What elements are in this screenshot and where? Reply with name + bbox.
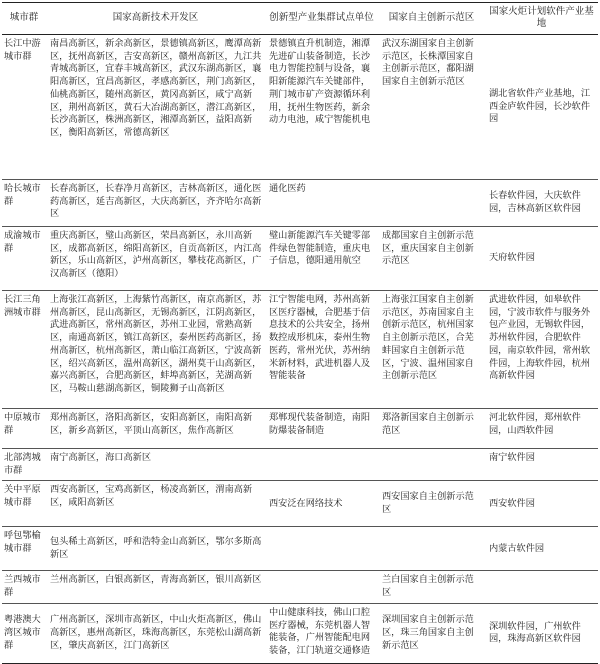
- table-row: [2, 409, 598, 449]
- industry-clusters-cell: [265, 527, 378, 571]
- software-bases-cell: 西安软件园: [485, 481, 598, 527]
- software-bases-cell: 湖北省软件产业基地，江西金庐软件园，长沙软件园: [485, 35, 598, 180]
- industry-clusters-cell: 西安泛在网络技术: [265, 481, 378, 527]
- table-row: [2, 227, 598, 291]
- hightech-zones-cell: 南宁高新区，海口高新区: [46, 449, 265, 481]
- table-row: [2, 603, 598, 663]
- table-header: [2, 3, 598, 35]
- industry-clusters-cell: 景德镇直升机制造，湘潭先进矿山装备制造，长沙电力智能控制与设备，襄阳新能源汽车关键部件，荆门城市矿产资源循环利用，抚州生物医药，新余动力电池，咸宁智能机电: [265, 35, 378, 180]
- industry-clusters-cell: [265, 571, 378, 603]
- table-row: [2, 449, 598, 481]
- header-demo-zones: 国家自主创新示范区: [378, 3, 485, 35]
- software-bases-cell: 武进软件园，如皋软件园，宁波市软件与服务外包产业园，无锡软件园，苏州软件园，合肥软件园，南京软件园，常州软件园，上海软件园，杭州高新软件园: [485, 291, 598, 409]
- header-industry-clusters: 创新型产业集群试点单位: [265, 3, 378, 35]
- industry-clusters-cell: 通化医药: [265, 180, 378, 227]
- hightech-zones-cell: 重庆高新区，璧山高新区，荣昌高新区，永川高新区，成都高新区，绵阳高新区，自贡高新区，内江高新区，乐山高新区，泸州高新区，攀枝花高新区，广汉高新区（德阳）: [46, 227, 265, 291]
- software-bases-cell: [485, 571, 598, 603]
- demo-zones-cell: 深圳国家自主创新示范区，珠三角国家自主创新示范区: [378, 603, 485, 663]
- demo-zones-cell: 西安国家自主创新示范区: [378, 481, 485, 527]
- industry-clusters-cell: 中山健康科技，佛山口腔医疗器械，东莞机器人智能装备，广州智能配电网装备，江门轨道交通修造: [265, 603, 378, 663]
- software-bases-cell: 河北软件园，郑州软件园，山西软件园: [485, 409, 598, 449]
- demo-zones-cell: 成都国家自主创新示范区，重庆国家自主创新示范区: [378, 227, 485, 291]
- city-cluster-cell: 粤港澳大湾区城市群: [2, 603, 46, 663]
- industry-clusters-cell: 璧山新能源汽车关键零部件绿色智能制造，重庆电子信息，德阳通用航空: [265, 227, 378, 291]
- hightech-zones-cell: 上海张江高新区，上海紫竹高新区，南京高新区，苏州高新区，昆山高新区，无锡高新区，江阴高新区，武进高新区，常州高新区，苏州工业园，常熟高新区，南通高新区，镇江高新区，泰州医药高新区，扬州高新区，杭州高新区，萧山临江高新区，宁波高新区，绍兴高新区，温州高新区，湖州莫干山高新区，嘉兴高新区，合肥高新区，蚌埠高新区，芜湖高新区，马鞍山慈湖高新区，铜陵狮子山高新区: [46, 291, 265, 409]
- hightech-zones-cell: 郑州高新区，洛阳高新区，安阳高新区，南阳高新区，新乡高新区，平顶山高新区，焦作高新区: [46, 409, 265, 449]
- industry-clusters-cell: [265, 449, 378, 481]
- demo-zones-cell: 郑洛新国家自主创新示范区: [378, 409, 485, 449]
- header-hightech-zones: 国家高新技术开发区: [46, 3, 265, 35]
- city-cluster-cell: 兰西城市群: [2, 571, 46, 603]
- demo-zones-cell: 武汉东湖国家自主创新示范区，长株潭国家自主创新示范区，鄱阳湖国家自主创新示范区: [378, 35, 485, 180]
- hightech-zones-cell: 包头稀土高新区，呼和浩特金山高新区，鄂尔多斯高新区: [46, 527, 265, 571]
- software-bases-cell: 深圳软件园，广州软件园，珠海高新区软件园: [485, 603, 598, 663]
- table-row: [2, 571, 598, 603]
- city-cluster-cell: 长江三角洲城市群: [2, 291, 46, 409]
- city-cluster-cell: 成渝城市群: [2, 227, 46, 291]
- hightech-zones-cell: 西安高新区，宝鸡高新区，杨凌高新区，渭南高新区，咸阳高新区: [46, 481, 265, 527]
- software-bases-cell: 南宁软件园: [485, 449, 598, 481]
- header-city-cluster: 城市群: [2, 3, 46, 35]
- hightech-zones-cell: 兰州高新区，白银高新区，青海高新区，银川高新区: [46, 571, 265, 603]
- software-bases-cell: 长春软件园，大庆软件园，吉林高新区软件园: [485, 180, 598, 227]
- city-cluster-cell: 关中平原城市群: [2, 481, 46, 527]
- innovation-zones-table: [2, 2, 598, 664]
- hightech-zones-cell: 长春高新区，长春净月高新区，吉林高新区，通化医药高新区，延吉高新区，大庆高新区，齐齐哈尔高新区: [46, 180, 265, 227]
- city-cluster-cell: 呼包鄂榆城市群: [2, 527, 46, 571]
- demo-zones-cell: [378, 527, 485, 571]
- table-row: [2, 527, 598, 571]
- demo-zones-cell: 兰白国家自主创新示范区: [378, 571, 485, 603]
- software-bases-cell: 天府软件园: [485, 227, 598, 291]
- hightech-zones-cell: 广州高新区，深圳市高新区，中山火炬高新区，佛山高新区，惠州高新区，珠海高新区，东莞松山湖高新区，肇庆高新区，江门高新区: [46, 603, 265, 663]
- industry-clusters-cell: 郑郸现代装备制造，南阳防爆装备制造: [265, 409, 378, 449]
- software-bases-cell: 内蒙古软件园: [485, 527, 598, 571]
- city-cluster-cell: 北部湾城市群: [2, 449, 46, 481]
- table-row: [2, 180, 598, 227]
- city-cluster-cell: 长江中游城市群: [2, 35, 46, 180]
- header-software-bases: 国家火炬计划软件产业基地: [485, 3, 598, 35]
- table-row: [2, 481, 598, 527]
- city-cluster-cell: 哈长城市群: [2, 180, 46, 227]
- city-cluster-cell: 中原城市群: [2, 409, 46, 449]
- table-row: [2, 35, 598, 180]
- industry-clusters-cell: 江宁智能电网，苏州高新区医疗器械，合肥基于信息技术的公共安全，扬州数控成形机床，泰州生物医药，常州光伏，苏州纳米新材料，武进机器人及智能装备: [265, 291, 378, 409]
- table-row: [2, 291, 598, 409]
- demo-zones-cell: [378, 449, 485, 481]
- demo-zones-cell: 上海张江国家自主创新示范区，苏南国家自主创新示范区，杭州国家自主创新示范区，合芜蚌国家自主创新示范区，宁波、温州国家自主创新示范区: [378, 291, 485, 409]
- hightech-zones-cell: 南昌高新区，新余高新区，景德镇高新区，鹰潭高新区，抚州高新区，吉安高新区，赣州高新区，九江共青城高新区，宜春丰城高新区，武汉东湖高新区，襄阳高新区，宜昌高新区，孝感高新区，荆门高新区，仙桃高新区，随州高新区，黄冈高新区，咸宁高新区，荆州高新区，黄石大冶湖高新区，潜江高新区，长沙高新区，株洲高新区，湘潭高新区，益阳高新区，衡阳高新区，常德高新区: [46, 35, 265, 180]
- demo-zones-cell: [378, 180, 485, 227]
